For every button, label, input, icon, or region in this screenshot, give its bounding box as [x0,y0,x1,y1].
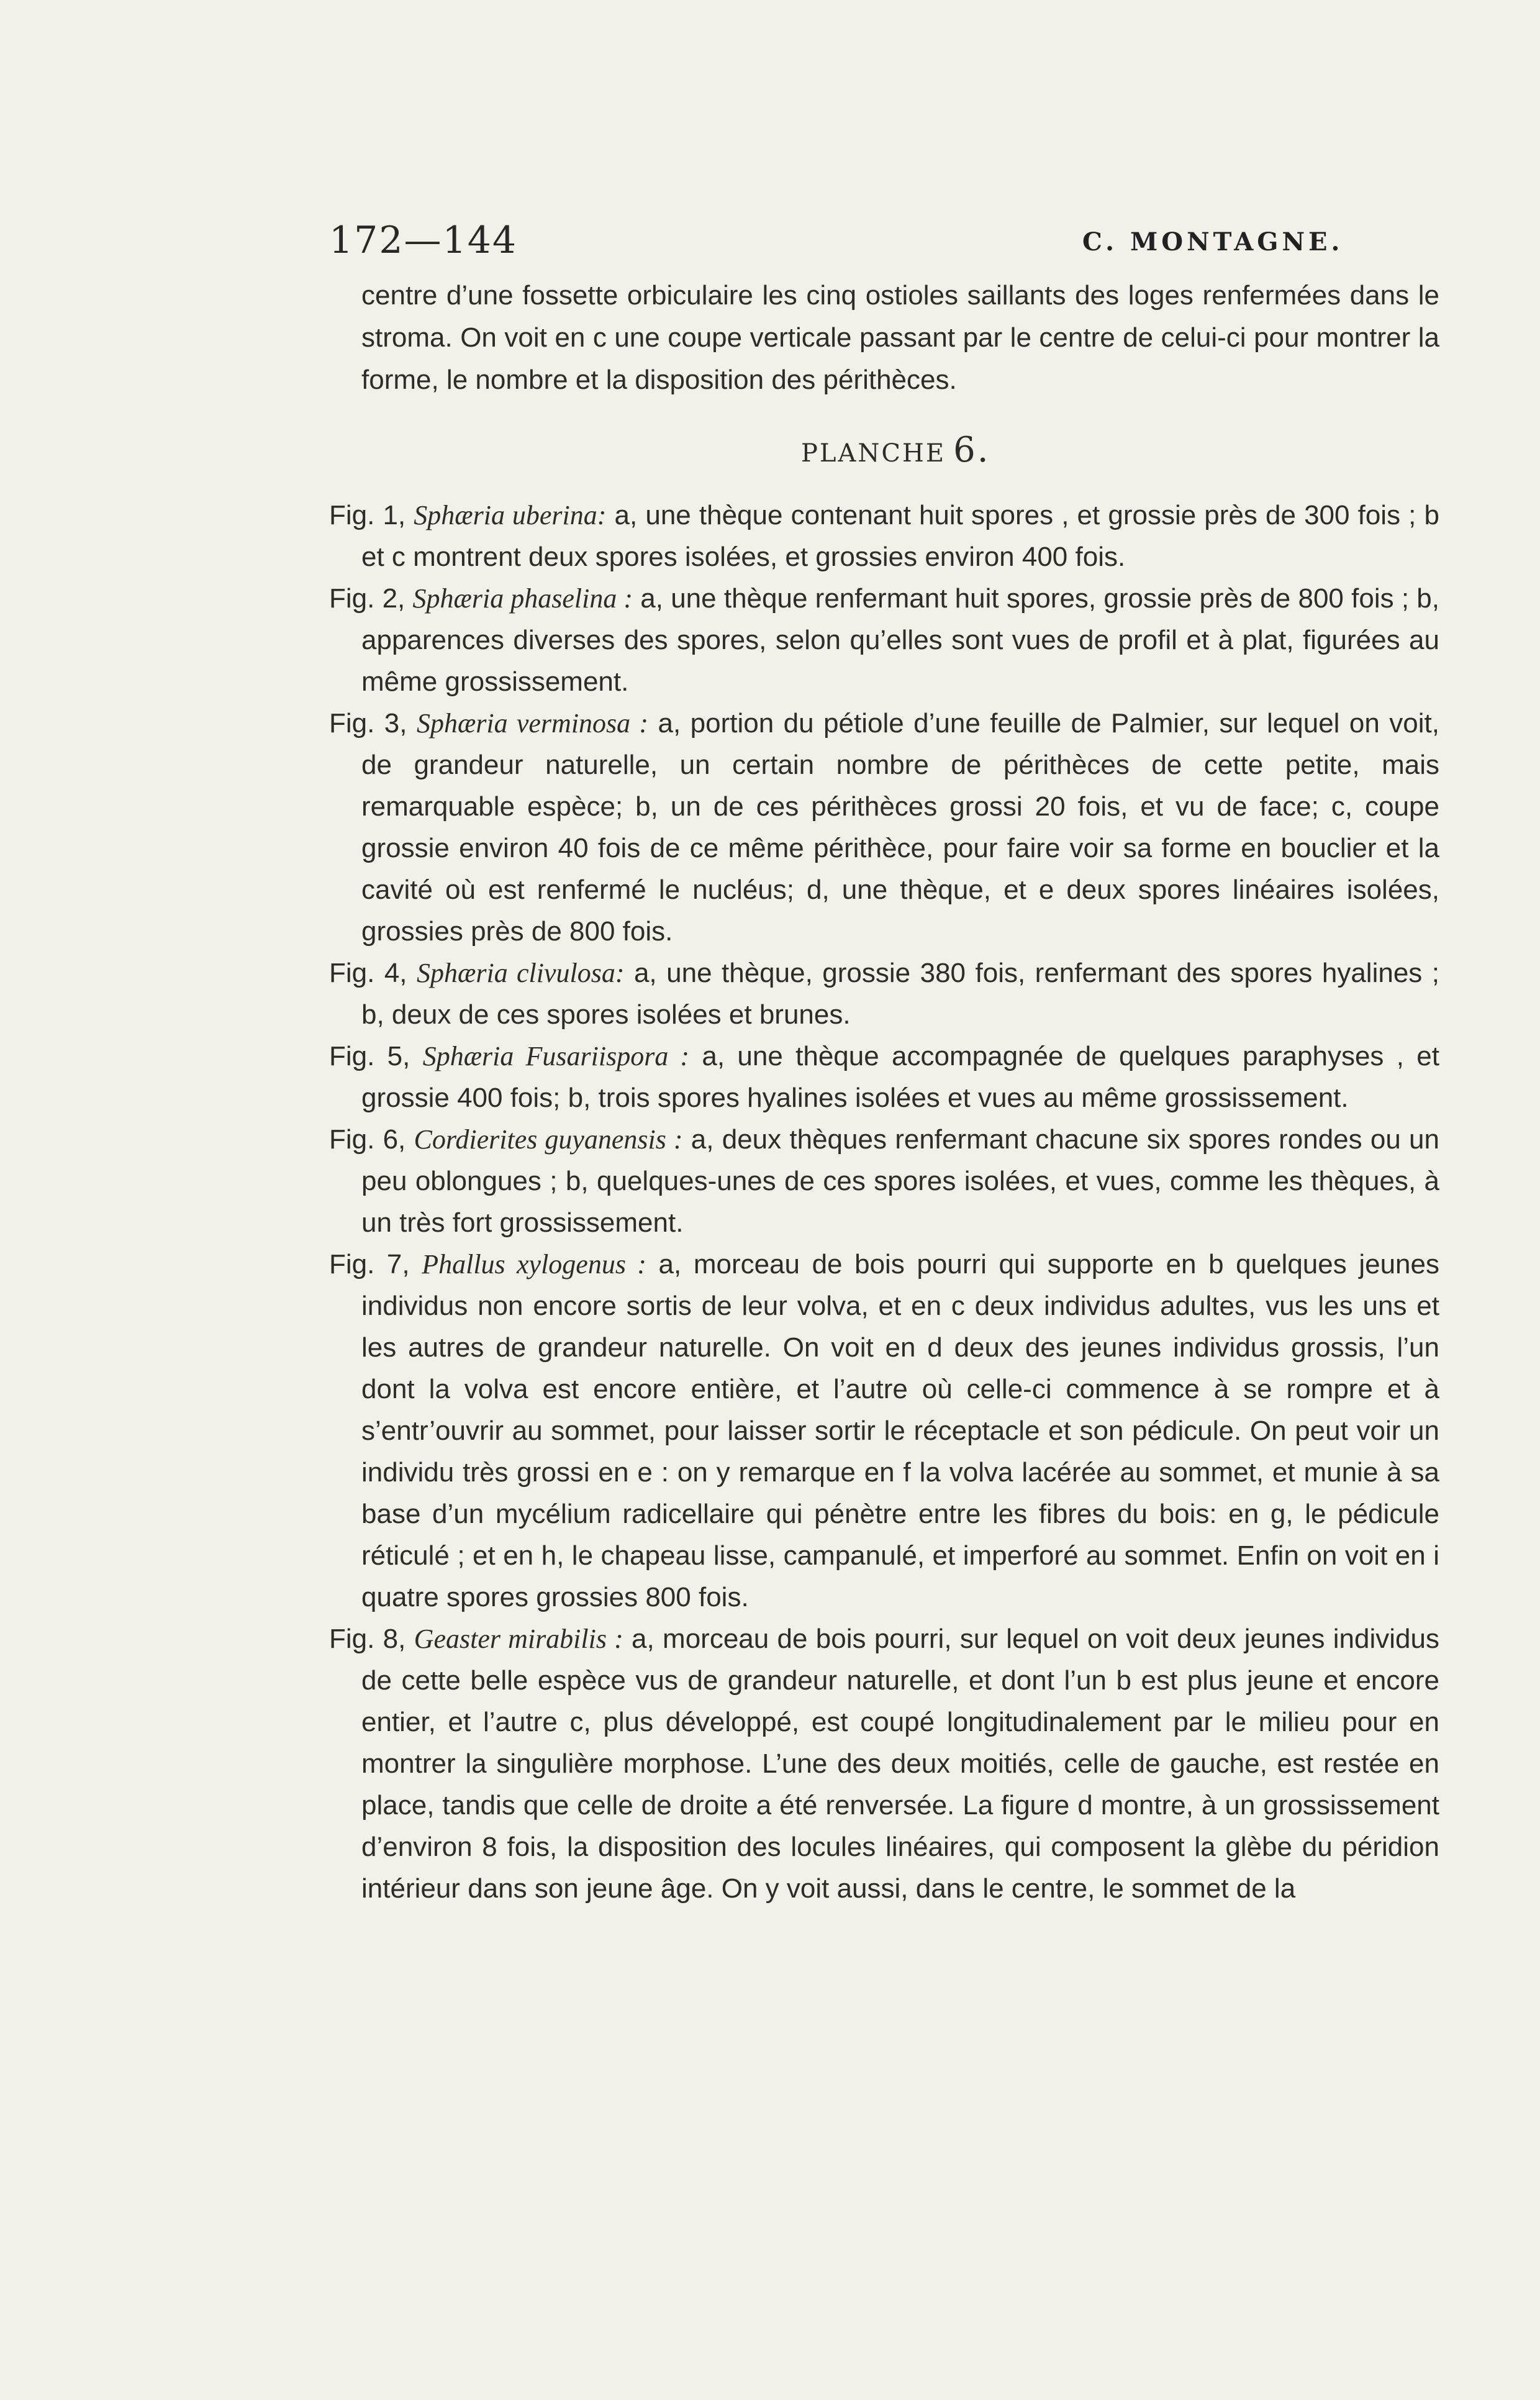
figure-entry [329,494,1439,578]
plate-label: PLANCHE [801,439,946,468]
figure-entry [329,1243,1439,1618]
plate-number: 6. [953,430,990,470]
figure-label: Fig. 2, [329,583,405,614]
figure-label: Fig. 3, [329,708,407,739]
figure-entry [329,1119,1439,1243]
species-name: Geaster mirabilis : [414,1624,623,1654]
plate-heading [801,430,990,470]
page-number: 172—144 [329,219,518,262]
running-head-author: C. MONTAGNE. [1082,227,1344,257]
figure-description: a, deux thèques renfermant chacune six spores rondes ou un peu oblongues ; b, quelques-unes de ces spores isolées, et vues, comme les thèques, à un très fort grossissement. [361,1124,1439,1238]
figure-entry [329,1618,1439,1909]
figure-label: Fig. 8, [329,1624,406,1654]
running-header [329,219,1441,263]
figure-entry [329,952,1439,1035]
figure-description: a, morceau de bois pourri qui supporte en b quelques jeunes individus non encore sortis de leur volva, et en c deux individus adultes, vus les uns et les autres de grandeur naturelle. On voit en d deux des jeunes individus grossis, l’un dont la volva est encore entière, et l’autre où celle-ci commence à se rompre et à s’entr’ouvrir au sommet, pour laisser sortir le réceptacle et son pédicule. On peut voir un individu très grossi en e : on y remarque en f la volva lacérée au sommet, et munie à sa base d’un mycélium radicellaire qui pénètre entre les fibres du bois: en g, le pédicule réticulé ; et en h, le chapeau lisse, campanulé, et imperforé au sommet. Enfin on voit en i quatre spores grossies 800 fois. [361,1249,1439,1612]
figure-entry [329,578,1439,702]
figure-description: a, une thèque, grossie 380 fois, renfermant des spores hyalines ; b, deux de ces spores isolées et brunes. [361,958,1439,1030]
figure-description: a, morceau de bois pourri, sur lequel on voit deux jeunes individus de cette belle espèce vus de grandeur naturelle, et dont l’un b est plus jeune et encore entier, et l’autre c, plus développé, est coupé longitudinalement par le milieu pour en montrer la singulière morphose. L’une des deux moitiés, celle de gauche, est restée en place, tandis que celle de droite a été renversée. La figure d montre, à un grossissement d’environ 8 fois, la disposition des locules linéaires, qui composent la glèbe du péridion intérieur dans son jeune âge. On y voit aussi, dans le centre, le sommet de la [361,1624,1439,1904]
figure-description: a, une thèque accompagnée de quelques paraphyses , et grossie 400 fois; b, trois spores hyalines isolées et vues au même grossissement. [361,1041,1439,1113]
figure-label: Fig. 7, [329,1249,410,1280]
species-name: Sphæria uberina: [414,500,607,530]
figure-label: Fig. 4, [329,958,407,988]
species-name: Phallus xylogenus : [422,1249,646,1280]
figure-list [329,494,1439,1909]
species-name: Cordierites guyanensis : [414,1124,683,1155]
intro-paragraph: centre d’une fossette orbiculaire les cinq ostioles saillants des loges renfermées dans le stroma. On voit en c une coupe verticale passant par le centre de celui-ci pour montrer la forme, le nombre et la disposition des périthèces. [361,280,1439,395]
species-name: Sphæria Fusariispora : [422,1041,690,1071]
figure-description: a, portion du pétiole d’une feuille de Palmier, sur lequel on voit, de grandeur naturelle, un certain nombre de périthèces de cette petite, mais remarquable espèce; b, un de ces périthèces grossi 20 fois, et vu de face; c, coupe grossie environ 40 fois de ce même périthèce, pour faire voir sa forme en bouclier et la cavité où est renfermé le nucléus; d, une thèque, et e deux spores linéaires isolées, grossies près de 800 fois. [361,708,1439,947]
figure-description: a, une thèque contenant huit spores , et grossie près de 300 fois ; b et c montrent deux spores isolées, et grossies environ 400 fois. [361,500,1439,572]
species-name: Sphæria phaselina : [412,583,633,614]
figure-description: a, une thèque renfermant huit spores, grossie près de 800 fois ; b, apparences diverses des spores, selon qu’elles sont vues de profil et à plat, figurées au même grossissement. [361,583,1439,697]
figure-entry [329,702,1439,952]
species-name: Sphæria clivulosa: [417,958,625,988]
figure-label: Fig. 5, [329,1041,410,1071]
figure-label: Fig. 1, [329,500,406,530]
figure-entry [329,1035,1439,1119]
figure-label: Fig. 6, [329,1124,406,1155]
species-name: Sphæria verminosa : [416,708,649,739]
